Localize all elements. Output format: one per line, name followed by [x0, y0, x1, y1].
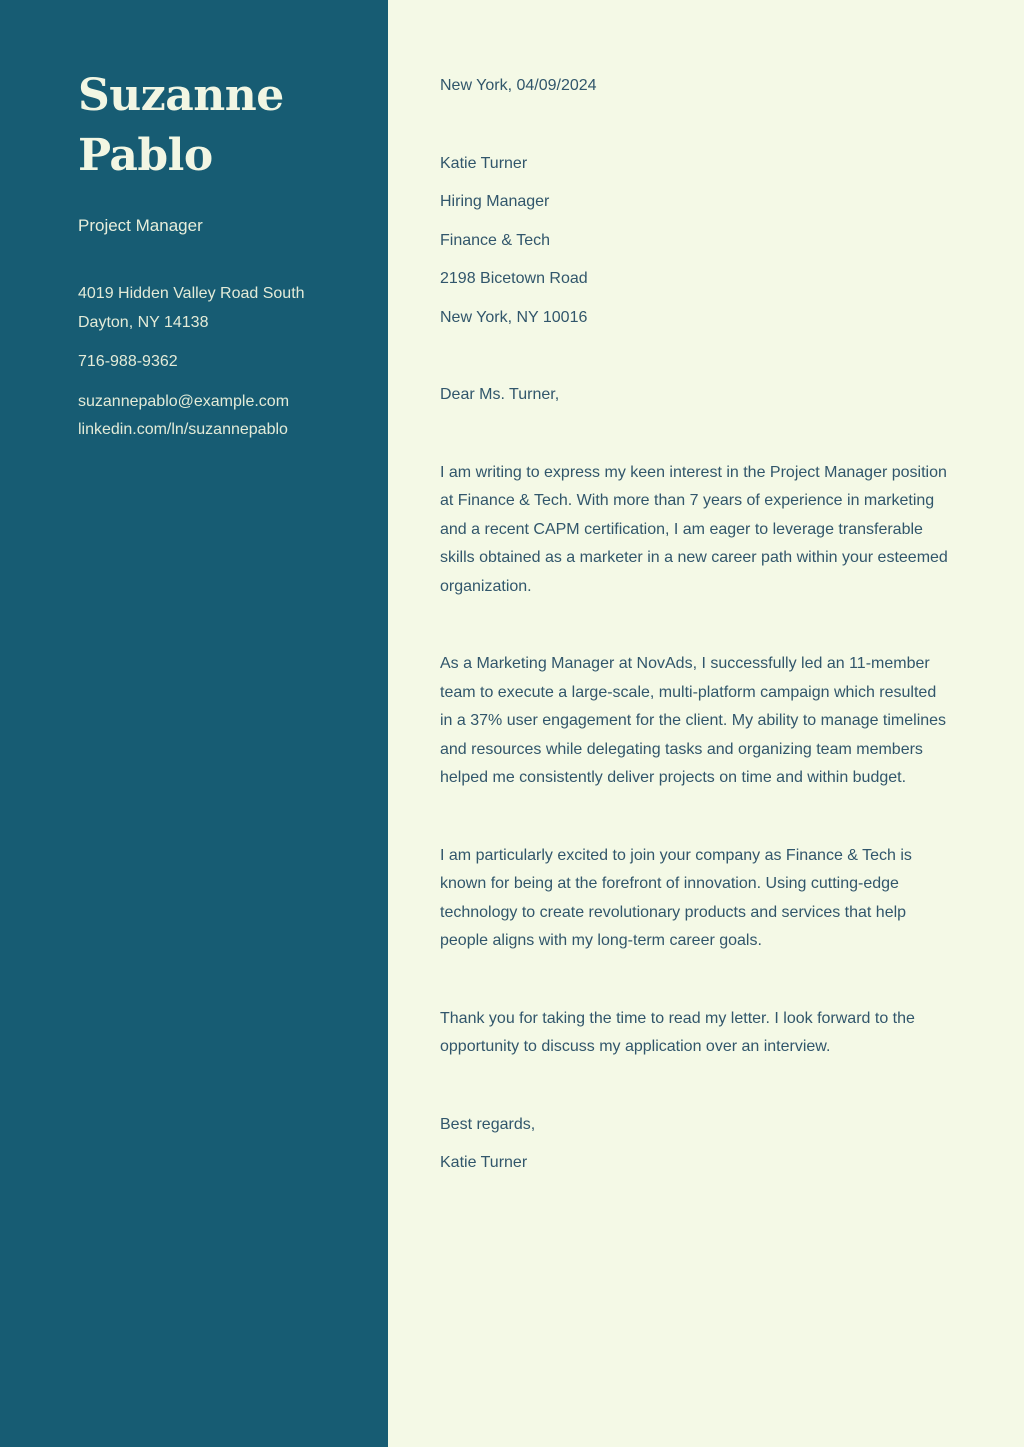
- salutation: Dear Ms. Turner,: [440, 386, 560, 403]
- letter-body: [388, 0, 1024, 1447]
- signature: Katie Turner: [440, 1154, 528, 1171]
- candidate-first-name: Suzanne: [78, 70, 284, 121]
- paragraph-4: Thank you for taking the time to read my letter. I look forward to the opportunity to discuss my application over an interview.: [440, 1009, 915, 1055]
- candidate-phone: 716-988-9362: [78, 353, 178, 370]
- recipient-address-line-2: New York, NY 10016: [440, 308, 588, 326]
- candidate-name: [78, 66, 348, 186]
- recipient-address-line-1: 2198 Bicetown Road: [440, 270, 588, 287]
- sidebar: [0, 0, 388, 1447]
- recipient-block: [440, 150, 948, 333]
- candidate-address-line-2: Dayton, NY 14138: [78, 313, 209, 331]
- closing: Best regards,: [440, 1115, 536, 1133]
- recipient-title: Hiring Manager: [440, 193, 550, 210]
- candidate-last-name: Pablo: [78, 130, 213, 181]
- paragraph-1: I am writing to express my keen interest in the Project Manager position at Finance & Tech. With more than 7 years of experience in marketing and a recent CAPM certification, I am eager to leverage transferable skills obtained as a marketer in a new career path within your esteemed organization.: [440, 463, 948, 595]
- candidate-address-line-1: 4019 Hidden Valley Road South: [78, 285, 305, 302]
- candidate-phone-block: [78, 348, 348, 377]
- candidate-address: [78, 280, 348, 337]
- recipient-company: Finance & Tech: [440, 231, 550, 249]
- candidate-job-title: Project Manager: [78, 216, 203, 235]
- letter-date: New York, 04/09/2024: [440, 77, 597, 94]
- recipient-name: Katie Turner: [440, 154, 528, 172]
- candidate-links-block: [78, 388, 348, 445]
- paragraph-2: As a Marketing Manager at NovAds, I successfully led an 11-member team to execute a large-scale, multi-platform campaign which resulted in a 37% user engagement for the client. My ability to manage timelines and resources while delegating tasks and organizing team members helped me consistently deliver projects on time and within budget.: [440, 655, 947, 786]
- candidate-email: suzannepablo@example.com: [78, 392, 290, 410]
- paragraph-3: I am particularly excited to join your company as Finance & Tech is known for being at the forefront of innovation. Using cutting-edge technology to create revolutionary products and services that help people aligns with my long-term career goals.: [440, 846, 912, 949]
- candidate-linkedin: linkedin.com/ln/suzannepablo: [78, 421, 288, 438]
